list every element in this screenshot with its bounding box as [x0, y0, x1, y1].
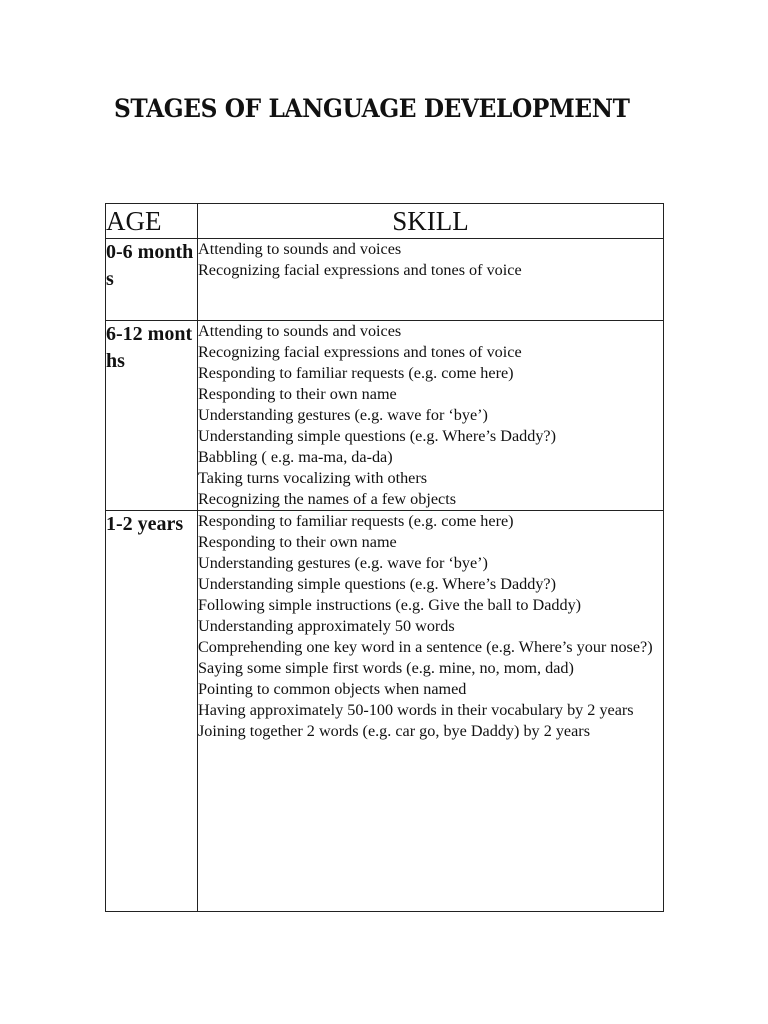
skill-item: Saying some simple first words (e.g. mine, no, mom, dad): [198, 659, 574, 677]
skills-cell: [198, 239, 664, 321]
skill-item: Recognizing the names of a few objects: [198, 490, 457, 508]
age-cell: 1-2 years: [106, 511, 198, 912]
skill-item: Babbling ( e.g. ma-ma, da-da): [198, 448, 393, 466]
age-cell: 0-6 months: [106, 239, 198, 321]
page-title: STAGES OF LANGUAGE DEVELOPMENT: [114, 94, 630, 123]
skill-item: Recognizing facial expressions and tones of voice: [198, 261, 522, 279]
skill-item: Understanding gestures (e.g. wave for ‘bye’): [198, 554, 488, 572]
skill-item: Pointing to common objects when named: [198, 680, 467, 698]
skill-item: Following simple instructions (e.g. Give the ball to Daddy): [198, 596, 582, 614]
skill-column-header: SKILL: [198, 204, 664, 239]
skill-item: Responding to familiar requests (e.g. come here): [198, 512, 514, 530]
table-row: [106, 511, 664, 912]
skill-item: Taking turns vocalizing with others: [198, 469, 428, 487]
skill-item: Comprehending one key word in a sentence (e.g. Where’s your nose?): [198, 638, 653, 656]
skill-item: Attending to sounds and voices: [198, 322, 402, 340]
skill-item: Understanding gestures (e.g. wave for ‘bye’): [198, 406, 488, 424]
skill-item: Understanding simple questions (e.g. Where’s Daddy?): [198, 575, 556, 593]
language-development-table: [105, 203, 664, 912]
skill-item: Recognizing facial expressions and tones of voice: [198, 343, 522, 361]
skill-item: Joining together 2 words (e.g. car go, bye Daddy) by 2 years: [198, 722, 590, 740]
table-row: [106, 321, 664, 511]
skill-item: Responding to their own name: [198, 385, 397, 403]
age-cell: 6-12 months: [106, 321, 198, 511]
age-column-header: AGE: [106, 204, 198, 239]
skill-item: Responding to their own name: [198, 533, 397, 551]
skill-item: Having approximately 50-100 words in their vocabulary by 2 years: [198, 701, 634, 719]
skills-cell: [198, 321, 664, 511]
skill-item: Responding to familiar requests (e.g. come here): [198, 364, 514, 382]
skills-cell: [198, 511, 664, 912]
table-header-row: [106, 204, 664, 239]
skill-item: Attending to sounds and voices: [198, 240, 402, 258]
skill-item: Understanding approximately 50 words: [198, 617, 455, 635]
skill-item: Understanding simple questions (e.g. Where’s Daddy?): [198, 427, 556, 445]
table-row: [106, 239, 664, 321]
